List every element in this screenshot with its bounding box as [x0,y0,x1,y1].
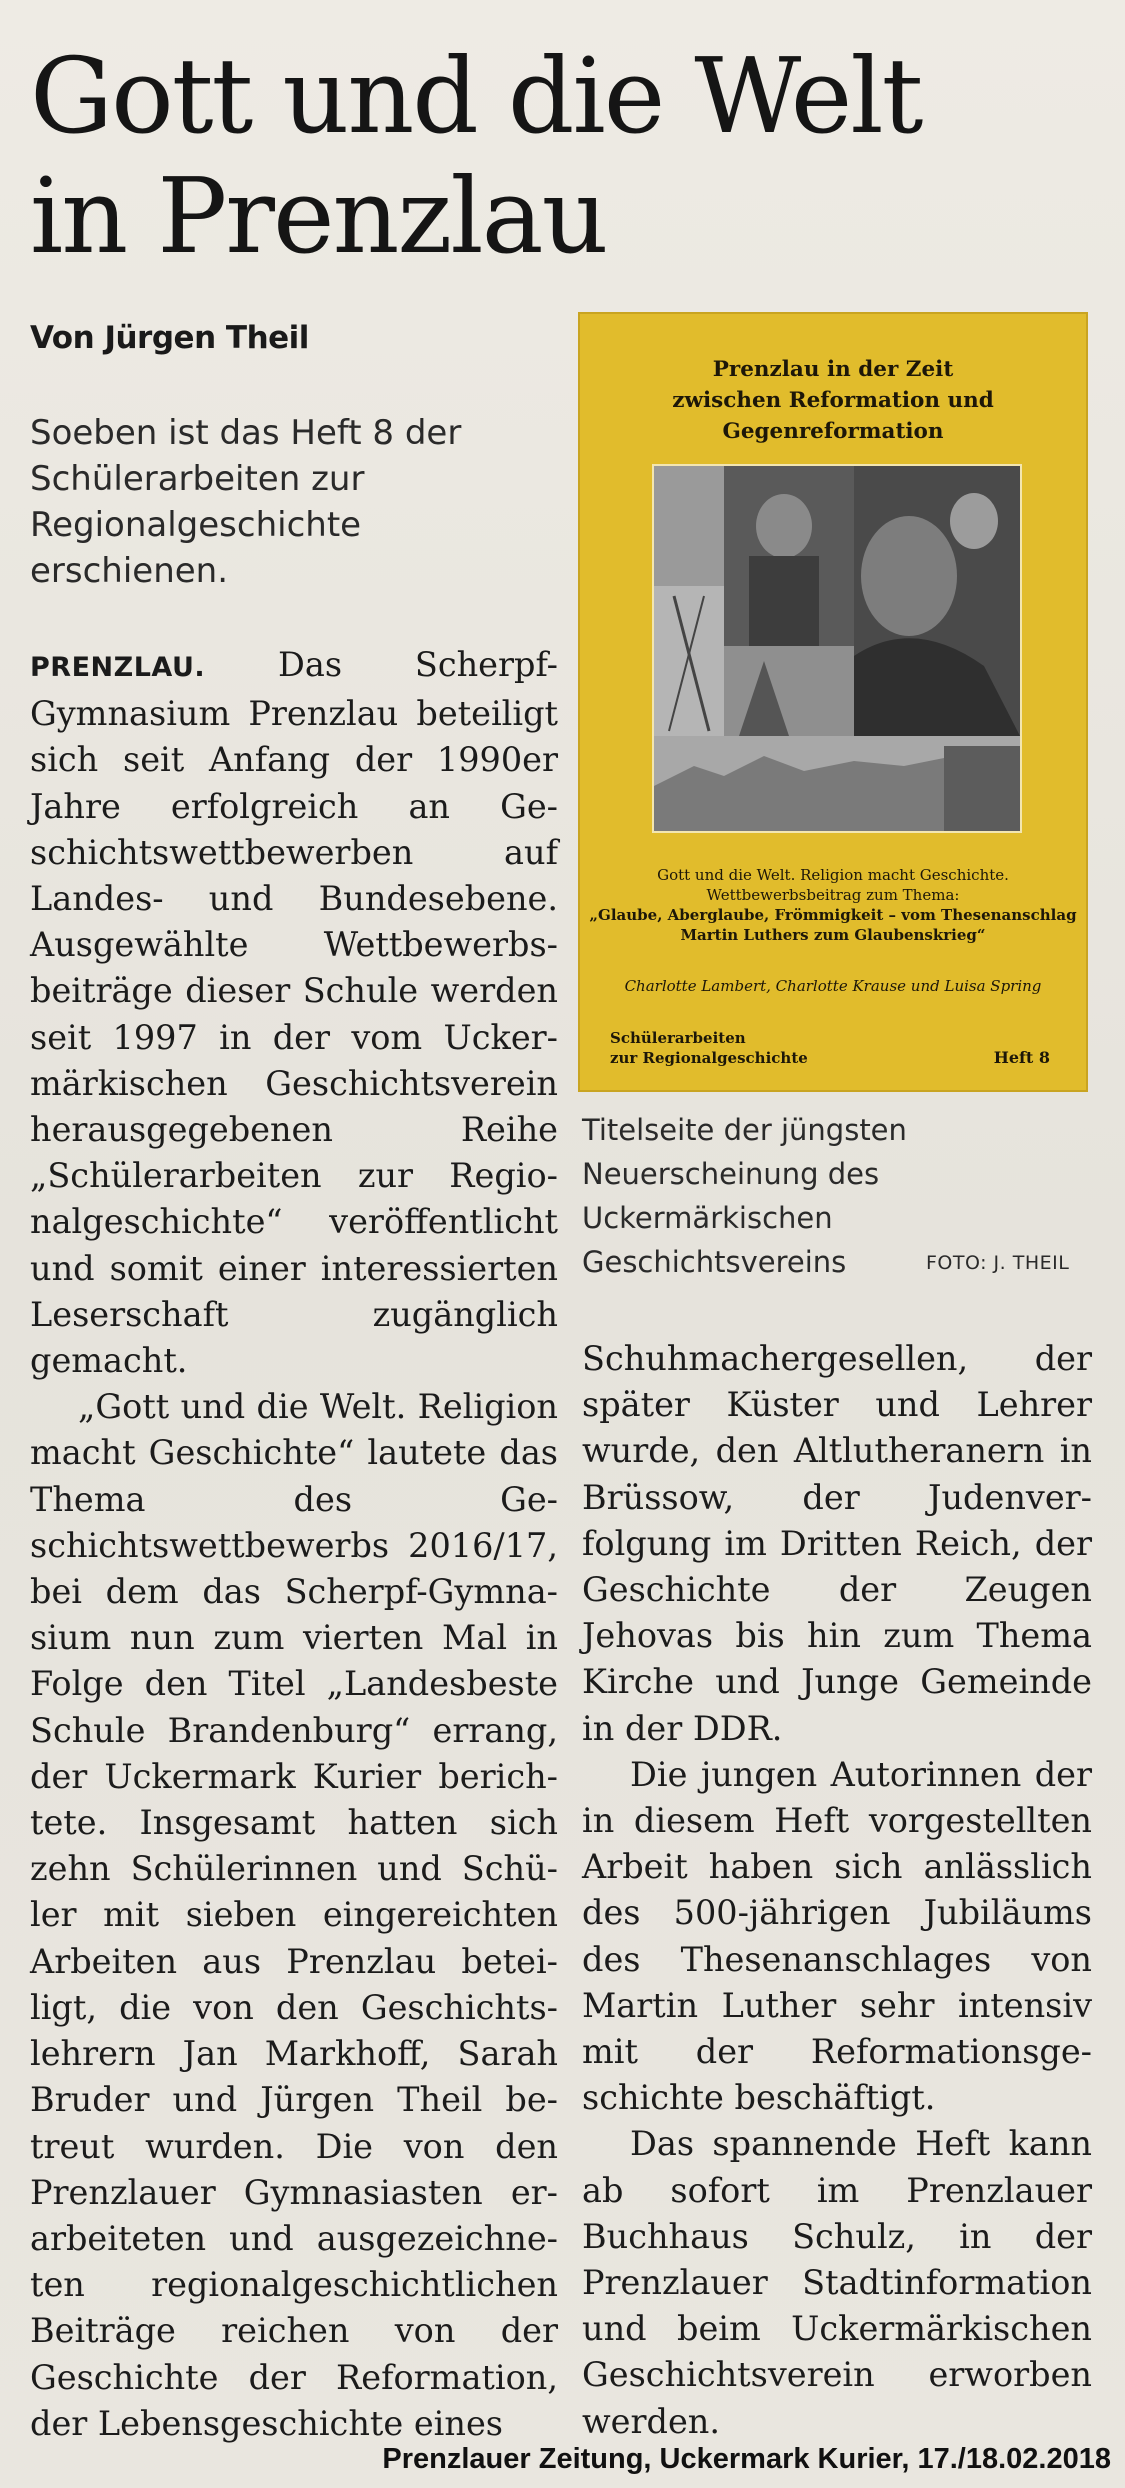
source-citation: Prenzlauer Zeitung, Uckermark Kurier, 17./18.02.2018 [382,2443,1111,2475]
cover-subtitle-line: Wettbewerbsbeitrag zum Thema: [706,886,960,904]
cover-title [580,354,1086,447]
cover-series-line: zur Regionalgeschichte [610,1049,808,1067]
cover-topic-line: „Glaube, Aberglaube, Frömmigkeit – vom Thesenanschlag [589,906,1077,924]
cover-photo-collage [652,464,1022,833]
cover-subtitle-line: Gott und die Welt. Religion macht Geschichte. [657,866,1009,884]
cover-topic-line: Martin Luthers zum Glaubenskrieg“ [680,926,986,944]
paragraph-4: Die jungen Autorinnen der in diesem Heft vorgestellten Arbeit haben sich anlässlich des 500-jährigen Jubiläums des Thesenanschlages von Martin Luther sehr intensiv mit der Reformationsgeschichte beschäftigt. [582,1754,1092,2118]
cover-series [610,1028,808,1068]
image-caption: Titelseite der jüngsten Neuerscheinung des Uckermärkischen Geschichtsvereins [582,1113,907,1279]
paragraph-1 [30,642,558,1384]
teaser: Soeben ist das Heft 8 der Schülerarbeiten zur Regionalgeschichte erschienen. [30,413,462,591]
article-column-left [30,642,558,2447]
book-cover-image [578,312,1088,1092]
cover-title-line: Gegenreformation [722,419,944,444]
paragraph-2: „Gott und die Welt. Religion macht Geschichte“ lautete das Thema des Geschichtswettbewerbs 2016/17, bei dem das Scherpf-Gymnasium nun zum vierten Mal in Folge den Titel „Landesbeste Schule Brandenburg“ errang, der Uckermark Kurier berichtete. Insgesamt hatten sich zehn Schülerinnen und Schüler mit sieben eingereichten Arbeiten aus Prenzlau beteiligt, die von den Geschichtslehrern Jan Markhoff, Sarah Bruder und Jürgen Theil betreut wurden. Die von den Prenzlauer Gymnasiasten erarbeiteten und ausgezeichneten regionalgeschichtlichen Beiträge reichen von der Geschichte der Reformation, der Lebensgeschichte eines [30,1387,558,2443]
cover-series-line: Schülerarbeiten [610,1029,746,1047]
paragraph-3: Schuhmachergesellen, der später Küster und Lehrer wurde, den Altlutheranern in Brüssow, der Judenverfolgung im Dritten Reich, der Geschichte der Zeugen Jehovas bis hin zum Thema Kirche und Junge Gemeinde in der DDR. [582,1339,1092,1748]
photo-credit: FOTO: J. THEIL [926,1252,1070,1274]
byline: Von Jürgen Theil [30,320,309,356]
cover-issue-number: Heft 8 [993,1048,1050,1067]
dateline: PRENZLAU. [30,652,206,683]
article-column-right [582,1336,1092,2445]
cover-title-line: Prenzlau in der Zeit [712,357,954,382]
paragraph-1-text: Das Scherpf-Gymnasium Prenzlau beteiligt sich seit Anfang der 1990er Jahre erfolgreich an Geschichtswettbewerben auf Landes- und Bundesebene. Ausgewählte Wettbewerbsbeiträge dieser Schule werden seit 1997 in der vom Uckermärkischen Geschichtsverein herausgegebenen Reihe „Schülerarbeiten zur Regionalgeschichte“ veröffentlicht und somit einer interessierten Leserschaft zugänglich gemacht. [30,645,558,1381]
cover-authors: Charlotte Lambert, Charlotte Krause und Luisa Spring [624,977,1042,995]
paragraph-5: Das spannende Heft kann ab sofort im Prenzlauer Buchhaus Schulz, in der Prenzlauer Stadtinformation und beim Uckermärkischen Geschichtsverein erworben werden. [582,2124,1092,2441]
headline: Gott und die Welt in Prenzlau [30,35,922,277]
cover-subtitle [580,865,1086,945]
cover-title-line: zwischen Reformation und [672,388,994,413]
collage-illustration [654,466,1020,831]
